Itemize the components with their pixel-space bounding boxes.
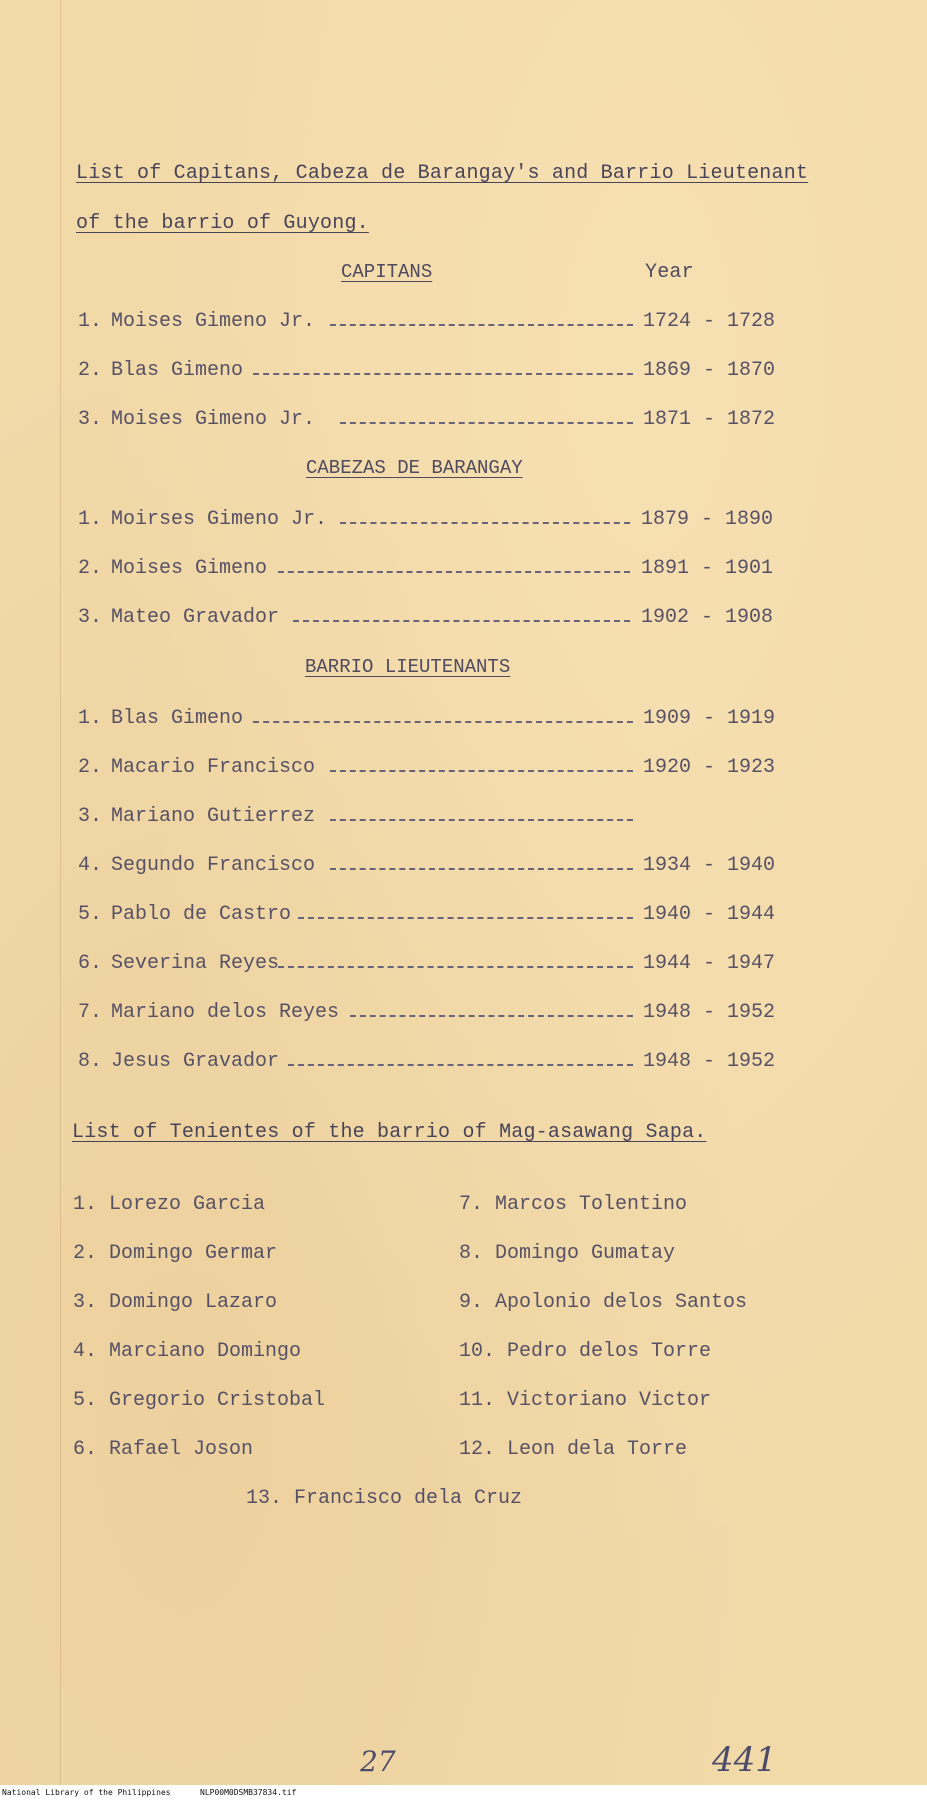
row-number: 3. [78,805,103,828]
row-years: 1940 - 1944 [643,903,776,926]
folio-number: 441 [712,1740,777,1780]
margin-rule [60,0,61,1785]
leader-dashes [330,770,633,772]
cabeza-row [78,606,778,636]
teniente-item: 10. Pedro delos Torre [459,1340,712,1363]
row-name: Moirses Gimeno Jr. [111,508,328,531]
lieutenant-row [78,707,778,737]
row-number: 2. [78,557,103,580]
capitan-row [78,408,778,438]
row-number: 8. [78,1050,103,1073]
lieutenant-row [78,756,778,786]
leader-dashes [278,571,630,573]
capitan-row [78,359,778,389]
row-number: 7. [78,1001,103,1024]
lieutenant-row [78,1050,778,1080]
row-years: 1948 - 1952 [643,1001,776,1024]
row-years: 1948 - 1952 [643,1050,776,1073]
row-number: 4. [78,854,103,877]
teniente-item: 9. Apolonio delos Santos [459,1291,748,1314]
document-heading-line2: of the barrio of Guyong. [76,212,369,235]
cabeza-row [78,508,778,538]
row-years: 1891 - 1901 [641,557,774,580]
row-number: 1. [78,310,103,333]
leader-dashes [330,324,633,326]
row-years: 1920 - 1923 [643,756,776,779]
row-number: 2. [78,756,103,779]
teniente-item: 8. Domingo Gumatay [459,1242,676,1265]
lieutenants-title: BARRIO LIEUTENANTS [305,656,511,678]
lieutenant-row [78,1001,778,1031]
scan-caption-strip [0,1785,927,1800]
row-name: Mariano delos Reyes [111,1001,340,1024]
row-years: 1869 - 1870 [643,359,776,382]
teniente-item: 4. Marciano Domingo [73,1340,302,1363]
row-name: Moises Gimeno [111,557,268,580]
teniente-item: 11. Victoriano Victor [459,1389,712,1412]
row-name: Blas Gimeno [111,359,244,382]
teniente-item: 5. Gregorio Cristobal [73,1389,326,1412]
capitan-row [78,310,778,340]
capitans-title: CAPITANS [341,261,433,283]
row-name: Mariano Gutierrez [111,805,316,828]
row-name: Pablo de Castro [111,903,292,926]
row-years: 1879 - 1890 [641,508,774,531]
row-years: 1944 - 1947 [643,952,776,975]
row-number: 6. [78,952,103,975]
leader-dashes [330,819,633,821]
leader-dashes [288,1064,633,1066]
row-name: Jesus Gravador [111,1050,280,1073]
leader-dashes [293,620,630,622]
row-years: 1871 - 1872 [643,408,776,431]
leader-dashes [340,522,630,524]
leader-dashes [278,966,633,968]
teniente-item: 2. Domingo Germar [73,1242,278,1265]
lieutenant-row [78,952,778,982]
page-number: 27 [360,1745,396,1778]
tenientes-title: List of Tenientes of the barrio of Mag-asawang Sapa. [72,1121,707,1144]
teniente-item: 13. Francisco dela Cruz [246,1487,523,1510]
teniente-item: 1. Lorezo Garcia [73,1193,266,1216]
row-years: 1934 - 1940 [643,854,776,877]
row-name: Moises Gimeno Jr. [111,310,316,333]
row-name: Moises Gimeno Jr. [111,408,316,431]
row-years: 1909 - 1919 [643,707,776,730]
row-number: 3. [78,606,103,629]
row-years: 1724 - 1728 [643,310,776,333]
leader-dashes [298,917,633,919]
row-number: 2. [78,359,103,382]
row-number: 5. [78,903,103,926]
library-caption: National Library of the Philippines [2,1788,171,1797]
row-number: 1. [78,508,103,531]
row-number: 3. [78,408,103,431]
row-name: Mateo Gravador [111,606,280,629]
leader-dashes [350,1015,633,1017]
teniente-item: 7. Marcos Tolentino [459,1193,688,1216]
lieutenant-row [78,903,778,933]
leader-dashes [253,373,633,375]
file-caption: NLP00M0DSMB37834.tif [200,1788,297,1797]
document-heading-line1: List of Capitans, Cabeza de Barangay's and Barrio Lieutenant [76,162,809,185]
year-column-label: Year [645,261,694,284]
lieutenant-row [78,805,778,835]
row-number: 1. [78,707,103,730]
leader-dashes [340,422,633,424]
leader-dashes [253,721,633,723]
teniente-item: 3. Domingo Lazaro [73,1291,278,1314]
row-name: Segundo Francisco [111,854,316,877]
row-years: 1902 - 1908 [641,606,774,629]
teniente-item: 12. Leon dela Torre [459,1438,688,1461]
row-name: Blas Gimeno [111,707,244,730]
teniente-item: 6. Rafael Joson [73,1438,254,1461]
row-name: Severina Reyes [111,952,280,975]
row-name: Macario Francisco [111,756,316,779]
lieutenant-row [78,854,778,884]
cabezas-title: CABEZAS DE BARANGAY [306,457,523,479]
leader-dashes [330,868,633,870]
cabeza-row [78,557,778,587]
